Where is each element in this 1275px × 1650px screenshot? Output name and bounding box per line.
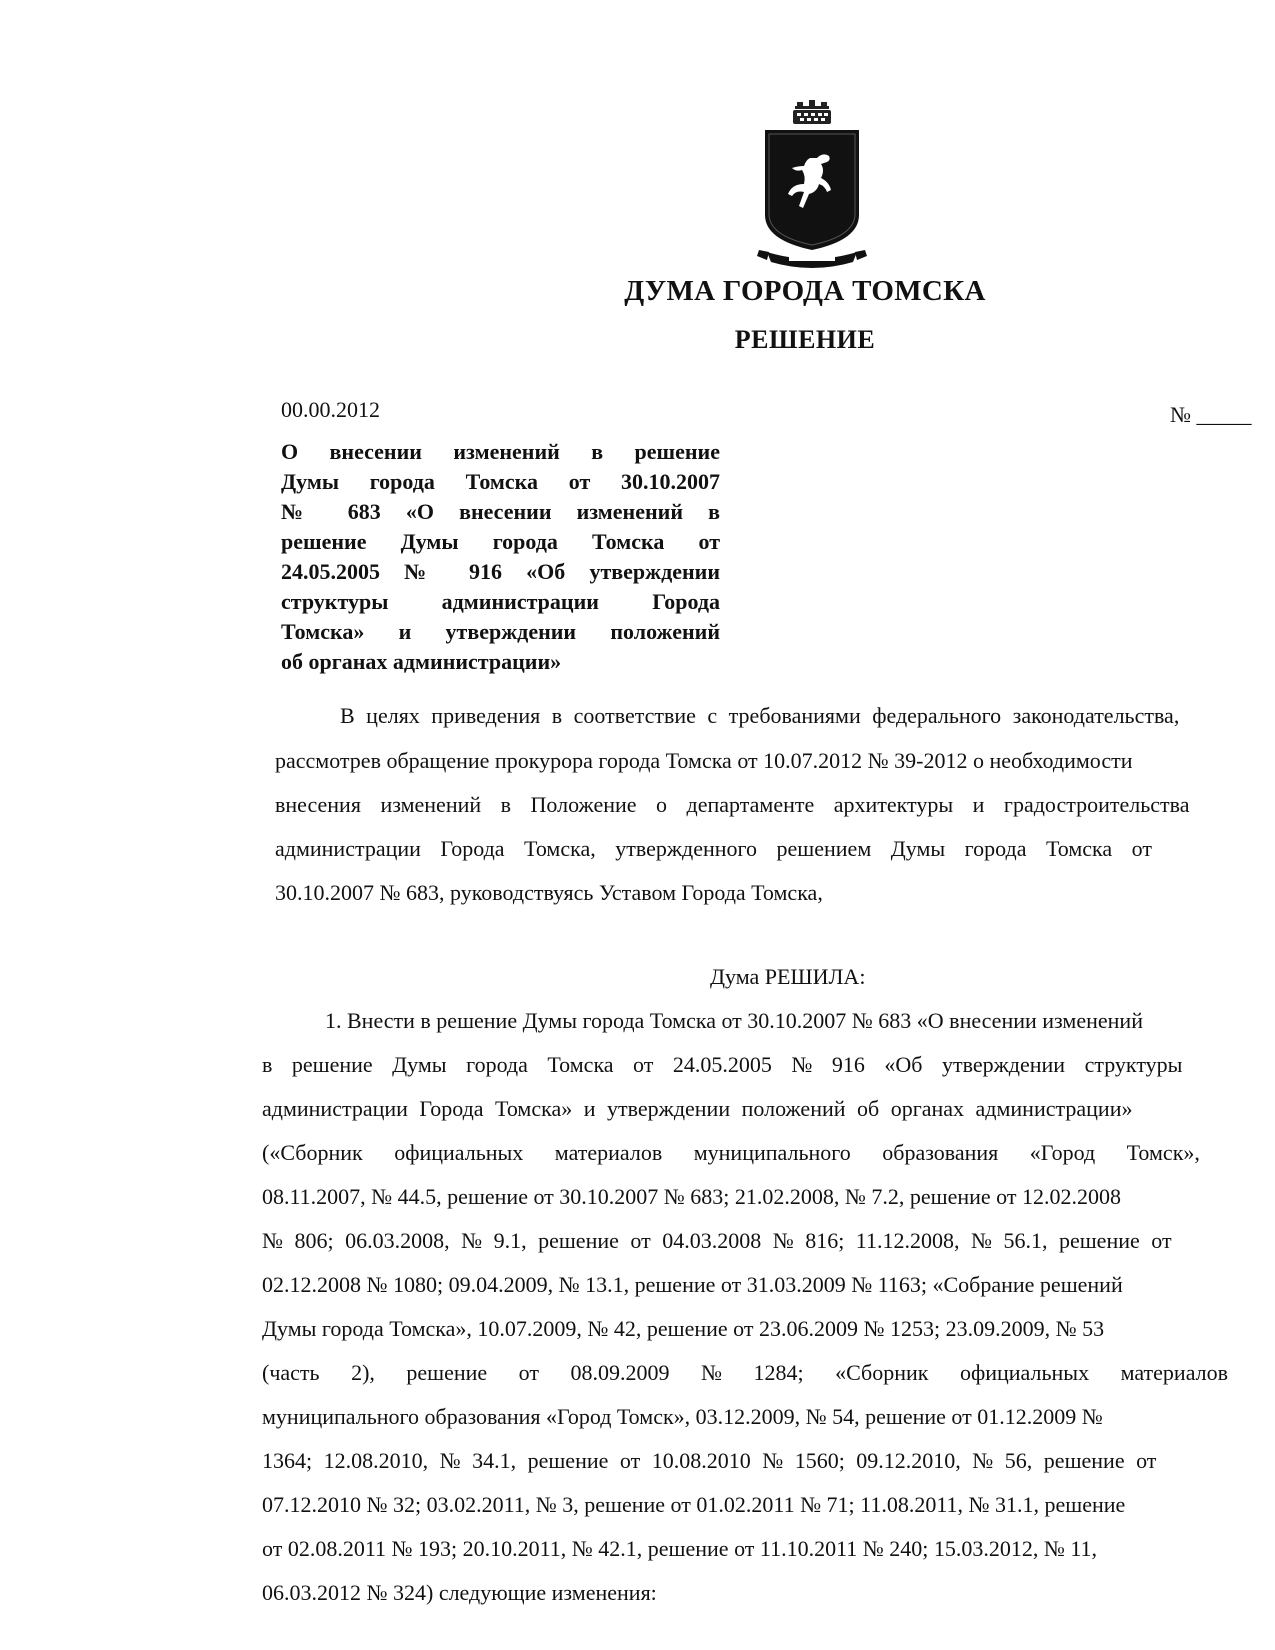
document-number: № _____ [1170, 402, 1252, 427]
document-subject [281, 437, 720, 677]
preamble-line: В целях приведения в соответствие с требованиями федерального законодательства, [340, 703, 1180, 728]
item-line: 02.12.2008 № 1080; 09.04.2009, № 13.1, решение от 31.03.2009 № 1163; «Собрание решений [262, 1272, 1123, 1297]
item-line: (часть 2), решение от 08.09.2009 № 1284; «Сборник официальных материалов [262, 1360, 1229, 1385]
item-line: 06.03.2012 № 324) следующие изменения: [262, 1580, 657, 1605]
document-date: 00.00.2012 [281, 397, 380, 422]
item-line: в решение Думы города Томска от 24.05.2005 № 916 «Об утверждении структуры [262, 1052, 1183, 1077]
subject-line: № 683 «О внесении изменений в [281, 499, 720, 524]
document-type: РЕШЕНИЕ [734, 325, 876, 354]
item-line: 1364; 12.08.2010, № 34.1, решение от 10.08.2010 № 1560; 09.12.2010, № 56, решение от [262, 1448, 1157, 1473]
subject-line: решение Думы города Томска от [281, 529, 720, 554]
preamble-line: рассмотрев обращение прокурора города Томска от 10.07.2012 № 39-2012 о необходимости [275, 748, 1133, 773]
item-line: 07.12.2010 № 32; 03.02.2011, № 3, решение от 01.02.2011 № 71; 11.08.2011, № 31.1, решение [262, 1492, 1126, 1517]
item-line: 1. Внести в решение Думы города Томска от 30.10.2007 № 683 «О внесении изменений [325, 1008, 1143, 1033]
item-line: («Сборник официальных материалов муниципального образования «Город Томск», [262, 1140, 1200, 1165]
organization-name: ДУМА ГОРОДА ТОМСКА [624, 275, 986, 307]
subject-line: 24.05.2005 № 916 «Об утверждении [281, 559, 720, 584]
preamble-line: администрации Города Томска, утвержденного решением Думы города Томска от [275, 836, 1152, 861]
preamble-line: 30.10.2007 № 683, руководствуясь Уставом Города Томска, [275, 880, 823, 905]
item-line: Думы города Томска», 10.07.2009, № 42, решение от 23.06.2009 № 1253; 23.09.2009, № 53 [262, 1316, 1105, 1341]
item-line: от 02.08.2011 № 193; 20.10.2011, № 42.1, решение от 11.10.2011 № 240; 15.03.2012, № 11, [262, 1536, 1098, 1561]
subject-line: Думы города Томска от 30.10.2007 [281, 469, 720, 494]
item-line: муниципального образования «Город Томск», 03.12.2009, № 54, решение от 01.12.2009 № [262, 1404, 1103, 1429]
preamble-line: внесения изменений в Положение о департаменте архитектуры и градостроительства [275, 792, 1190, 817]
subject-line: О внесении изменений в решение [281, 439, 720, 464]
subject-line: структуры администрации Города [281, 589, 720, 614]
tomsk-coat-of-arms-icon [757, 100, 867, 275]
resolution-heading: Дума РЕШИЛА: [710, 964, 866, 989]
item-line: администрации Города Томска» и утверждении положений об органах администрации» [262, 1096, 1133, 1121]
subject-line: об органах администрации» [281, 649, 562, 674]
subject-line: Томска» и утверждении положений [281, 619, 720, 644]
item-line: № 806; 06.03.2008, № 9.1, решение от 04.03.2008 № 816; 11.12.2008, № 56.1, решение от [262, 1228, 1172, 1253]
item-line: 08.11.2007, № 44.5, решение от 30.10.2007 № 683; 21.02.2008, № 7.2, решение от 12.02.2008 [262, 1184, 1121, 1209]
